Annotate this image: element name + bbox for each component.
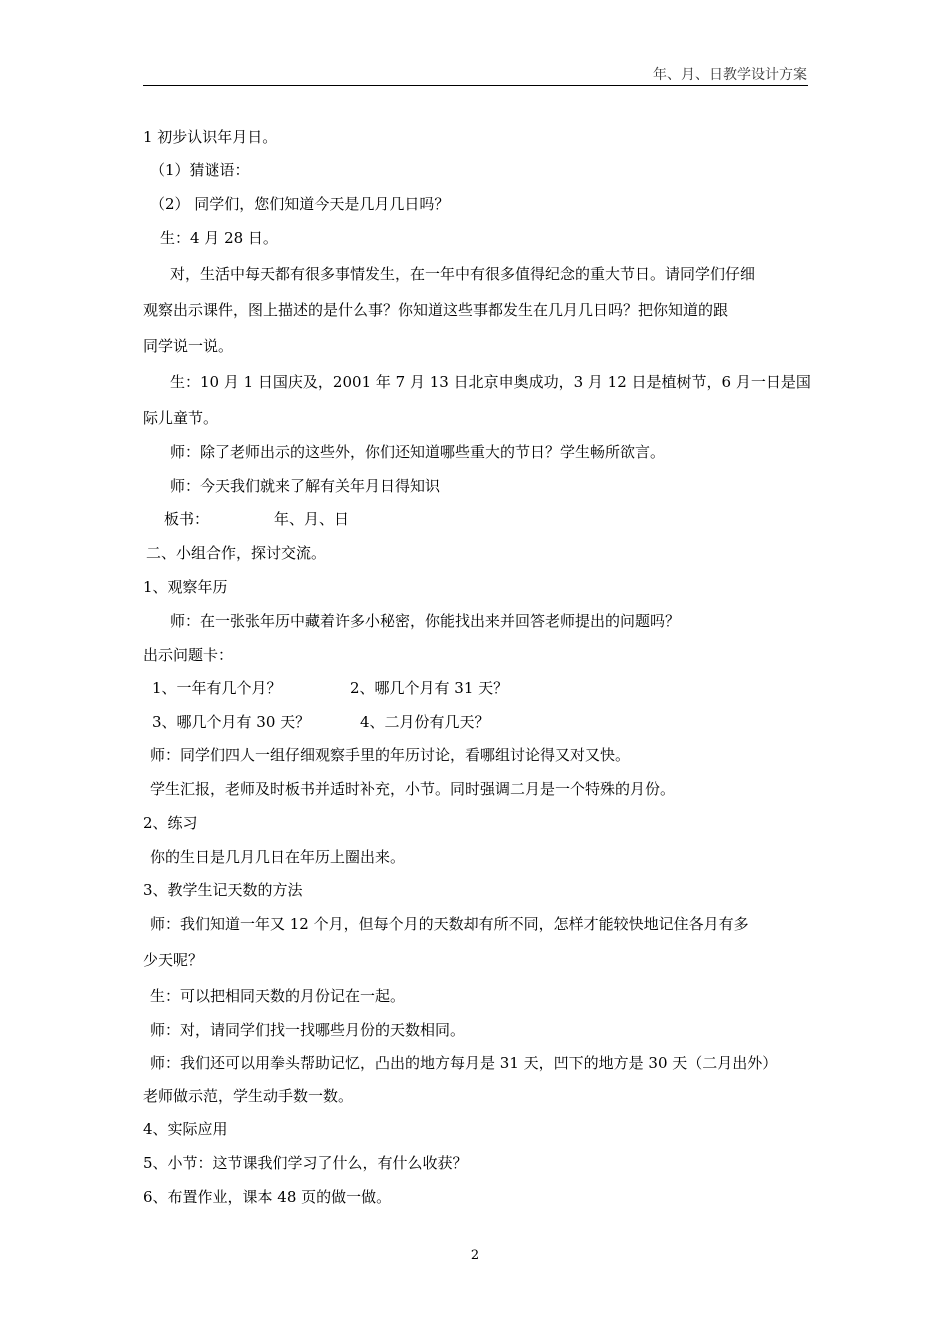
text-line: 师：在一张张年历中藏着许多小秘密，你能找出来并回答老师提出的问题吗？: [170, 612, 681, 630]
text-line: 学生汇报，老师及时板书并适时补充，小节。同时强调二月是一个特殊的月份。: [150, 780, 676, 798]
question-item: 2、哪几个月有 31 天？: [350, 679, 509, 697]
text-line: （1）猜谜语：: [150, 161, 250, 179]
question-item: 4、二月份有几天？: [360, 713, 490, 731]
subsection-heading: 2、练习: [143, 814, 198, 832]
subsection-heading: 3、教学生记天数的方法: [143, 881, 303, 899]
subsection-heading: 4、实际应用: [143, 1120, 228, 1138]
blackboard-content: 年、月、日: [274, 510, 350, 528]
text-line: 师：我们还可以用拳头帮助记忆，凸出的地方每月是 31 天，凹下的地方是 30 天（二月出外）: [150, 1054, 778, 1072]
text-line: 生：4 月 28 日。: [160, 229, 278, 247]
text-line: 师：同学们四人一组仔细观察手里的年历讨论，看哪组讨论得又对又快。: [150, 746, 631, 764]
subsection-heading: 1、观察年历: [143, 578, 228, 596]
text-line: 少天呢？: [143, 951, 204, 969]
text-line: 对，生活中每天都有很多事情发生，在一年中有很多值得纪念的重大节日。请同学们仔细: [170, 265, 756, 283]
text-line: 生：10 月 1 日国庆及，2001 年 7 月 13 日北京申奥成功，3 月 12 日是植树节，6 月一日是国: [170, 373, 811, 391]
question-item: 3、哪几个月有 30 天？: [152, 713, 311, 731]
text-line: 师：今天我们就来了解有关年月日得知识: [170, 477, 441, 495]
text-line: 同学说一说。: [143, 337, 234, 355]
text-line: 师：我们知道一年又 12 个月，但每个月的天数却有所不同，怎样才能较快地记住各月有多: [150, 915, 749, 933]
text-line: 1 初步认识年月日。: [143, 128, 278, 146]
blackboard-label: 板书：: [164, 510, 210, 528]
question-item: 1、一年有几个月？: [152, 679, 282, 697]
subsection-heading: 5、小节：这节课我们学习了什么，有什么收获？: [143, 1154, 468, 1172]
subsection-heading: 6、布置作业，课本 48 页的做一做。: [143, 1188, 392, 1206]
header-divider: [143, 85, 808, 86]
text-line: 观察出示课件，图上描述的是什么事？你知道这些事都发生在几月几日吗？把你知道的跟: [143, 301, 729, 319]
page-number: 2: [470, 1248, 480, 1263]
text-line: 生：可以把相同天数的月份记在一起。: [150, 987, 406, 1005]
text-line: 你的生日是几月几日在年历上圈出来。: [150, 848, 406, 866]
section-heading: 二、小组合作，探讨交流。: [146, 544, 327, 562]
text-line: 出示问题卡：: [143, 646, 234, 664]
text-line: 师：对，请同学们找一找哪些月份的天数相同。: [150, 1021, 466, 1039]
text-line: 老师做示范，学生动手数一数。: [143, 1087, 354, 1105]
text-line: （2） 同学们，您们知道今天是几月几日吗？: [150, 195, 450, 213]
text-line: 师：除了老师出示的这些外，你们还知道哪些重大的节日？学生畅所欲言。: [170, 443, 666, 461]
page-header-title: 年、月、日教学设计方案: [653, 67, 807, 83]
text-line: 际儿童节。: [143, 409, 219, 427]
